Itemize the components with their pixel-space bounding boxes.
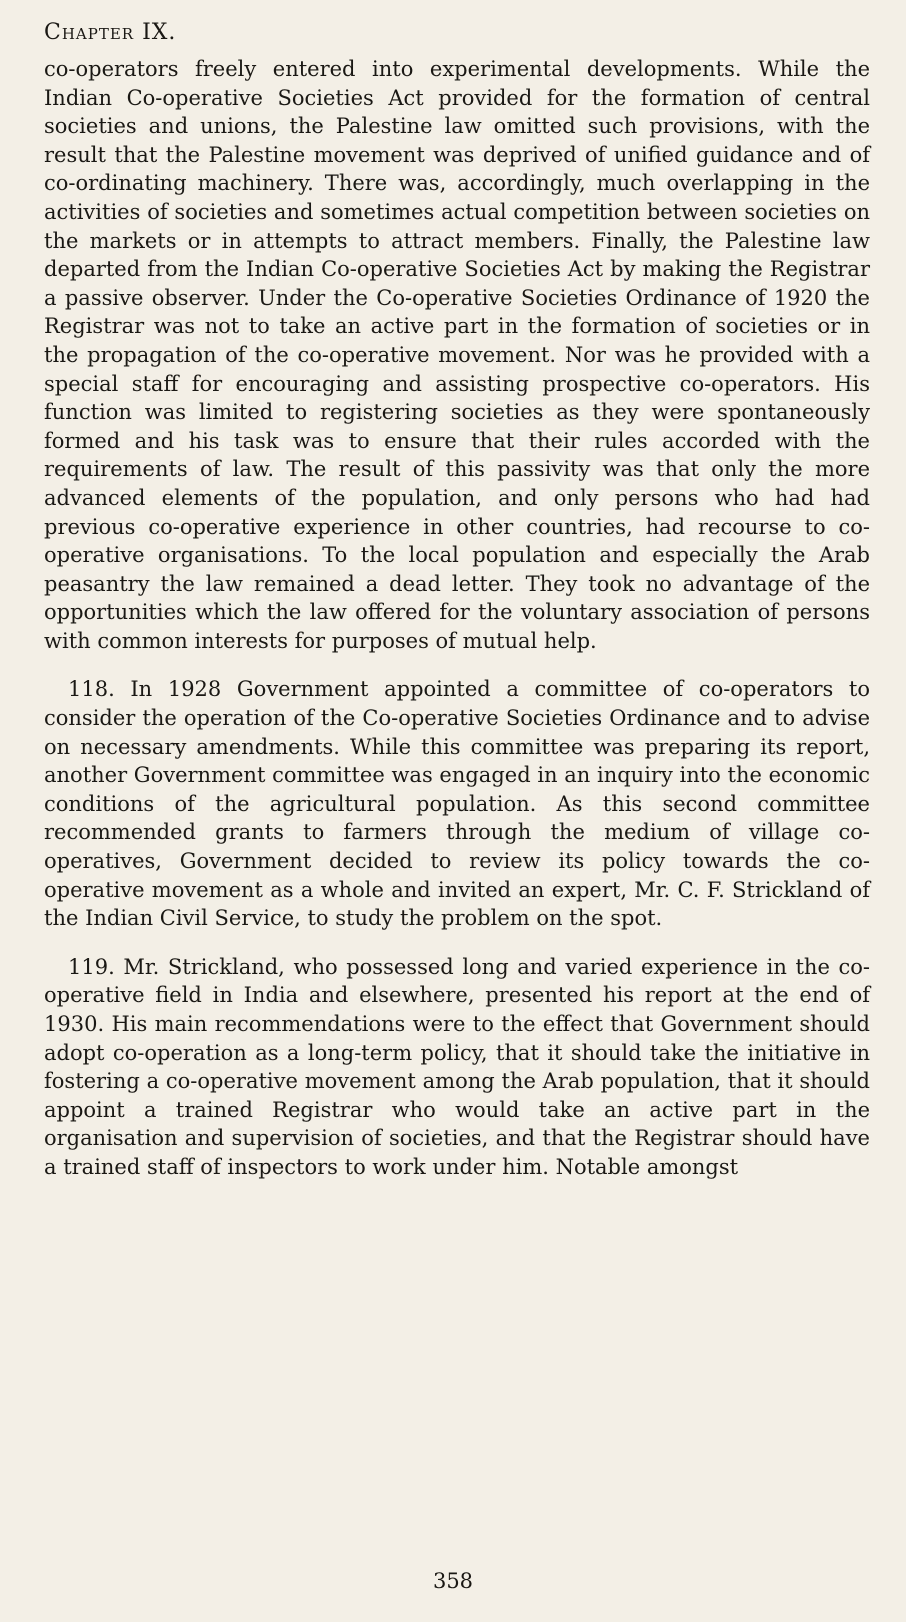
- paragraph-text: In 1928 Government appointed a committee of co-operators to consider the operation of the Co-operative Societies Ordinance and to advise on necessary amendments. While this committee was preparing its report, another Government committee was engaged in an inquiry into the economic conditions of the agricultural population. As this second committee recommended grants to farmers through the medium of village co-operatives, Government decided to review its policy towards the co-operative movement as a whole and invited an expert, Mr. C. F. Strickland of the Indian Civil Service, to study the problem on the spot.: [44, 677, 870, 931]
- paragraph-text: co-operators freely entered into experimental developments. While the Indian Co-operative Societies Act provided for the formation of central societies and unions, the Palestine law omitted such provisions, with the result that the Palestine movement was deprived of unified guidance and of co-ordinating machinery. There was, accordingly, much overlapping in the activities of societies and sometimes actual competition between societies on the markets or in attempts to attract members. Finally, the Palestine law departed from the Indian Co-operative Societies Act by making the Registrar a passive observer. Under the Co-operative Societies Ordinance of 1920 the Registrar was not to take an active part in the formation of societies or in the propagation of the co-operative movement. Nor was he provided with a special staff for encouraging and assisting prospective co-operators. His function was limited to registering societies as they were spontaneously formed and his task was to ensure that their rules accorded with the requirements of law. The result of this passivity was that only the more advanced elements of the population, and only persons who had had previous co-operative experience in other countries, had recourse to co-operative organisations. To the local population and especially the Arab peasantry the law remained a dead letter. They took no advantage of the opportunities which the law offered for the voluntary association of persons with common interests for purposes of mutual help.: [44, 57, 870, 653]
- paragraph-text: Mr. Strickland, who possessed long and varied experience in the co-operative field in India and elsewhere, presented his report at the end of 1930. His main recommendations were to the effect that Government should adopt co-operation as a long-term policy, that it should take the initiative in fostering a co-operative movement among the Arab population, that it should appoint a trained Registrar who would take an active part in the organisation and supervision of societies, and that the Registrar should have a trained staff of inspectors to work under him. Notable amongst: [44, 954, 870, 1179]
- chapter-heading: Chapter IX.: [44, 20, 177, 45]
- paragraph-118: [44, 675, 870, 932]
- paragraph-number: 118.: [68, 677, 115, 702]
- paragraph-119: [44, 953, 870, 1182]
- paragraph-number: 119.: [68, 954, 115, 979]
- paragraph-continued: [44, 55, 870, 655]
- page-number: 358: [432, 1569, 474, 1593]
